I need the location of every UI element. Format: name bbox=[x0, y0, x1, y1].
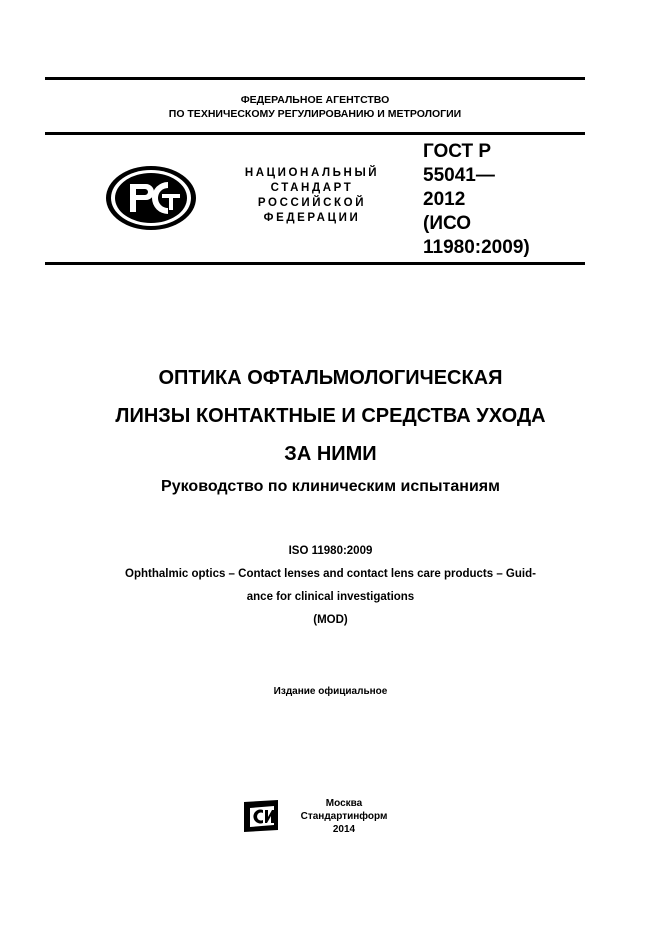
top-rule bbox=[45, 77, 585, 80]
code-line-2: 55041— bbox=[423, 165, 495, 186]
document-subtitle: Руководство по клиническим испытаниям bbox=[161, 478, 500, 495]
title-line-3: ЗА НИМИ bbox=[284, 443, 377, 465]
iso-reference bbox=[60, 540, 601, 632]
iso-mod: (MOD) bbox=[313, 614, 348, 626]
document-title bbox=[45, 359, 616, 473]
gost-r-certification-mark-icon bbox=[104, 164, 198, 232]
standard-code bbox=[423, 140, 573, 260]
agency-header bbox=[45, 93, 585, 121]
code-line-3: 2012 bbox=[423, 189, 466, 210]
national-line-3: РОССИЙСКОЙ bbox=[257, 197, 367, 209]
publisher-info bbox=[292, 797, 396, 836]
code-line-5: 11980:2009) bbox=[423, 237, 530, 258]
publisher-city: Москва bbox=[325, 798, 363, 809]
agency-line-2: ПО ТЕХНИЧЕСКОМУ РЕГУЛИРОВАНИЮ И МЕТРОЛОГИИ bbox=[168, 108, 462, 120]
national-standard-label bbox=[232, 166, 392, 226]
publisher-name: Стандартинформ bbox=[300, 811, 388, 822]
iso-title-line-2: ance for clinical investigations bbox=[246, 591, 415, 603]
iso-title-line-1: Ophthalmic optics – Contact lenses and contact lens care products – Guid- bbox=[125, 568, 536, 580]
title-line-2: ЛИНЗЫ КОНТАКТНЫЕ И СРЕДСТВА УХОДА bbox=[115, 405, 546, 427]
code-line-1: ГОСТ Р bbox=[423, 141, 492, 162]
national-line-2: СТАНДАРТ bbox=[270, 182, 354, 194]
iso-code: ISO 11980:2009 bbox=[288, 545, 373, 557]
national-line-4: ФЕДЕРАЦИИ bbox=[263, 212, 361, 224]
national-line-1: НАЦИОНАЛЬНЫЙ bbox=[244, 167, 380, 179]
title-line-1: ОПТИКА ОФТАЛЬМОЛОГИЧЕСКАЯ bbox=[158, 367, 503, 389]
code-line-4: (ИСО bbox=[423, 213, 472, 234]
standartinform-logo-icon bbox=[240, 798, 282, 834]
bottom-rule bbox=[45, 262, 585, 265]
edition-label: Издание официальное bbox=[273, 686, 388, 697]
middle-rule bbox=[45, 132, 585, 135]
publisher-year: 2014 bbox=[332, 824, 356, 835]
agency-line-1: ФЕДЕРАЛЬНОЕ АГЕНТСТВО bbox=[240, 94, 390, 106]
